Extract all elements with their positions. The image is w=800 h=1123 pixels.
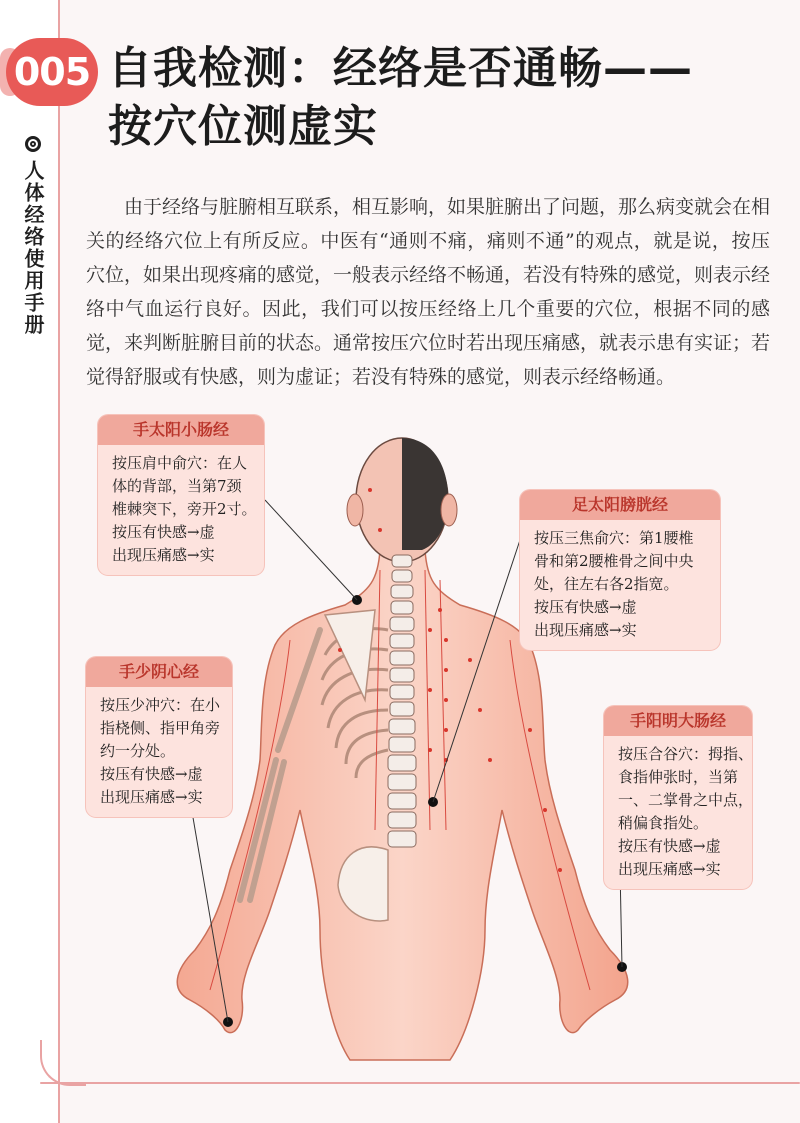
callout-title: 手阳明大肠经 — [604, 706, 752, 736]
callout-line: 骨和第2腰椎骨之间中央 — [534, 552, 694, 570]
callout-line: 按压有快感→虚 — [112, 523, 215, 541]
callout-line: 食指伸张时，当第 — [618, 768, 739, 786]
callout-line: 出现压痛感→实 — [618, 860, 721, 878]
section-number-badge: 005 — [6, 38, 98, 106]
callout-line: 按压有快感→虚 — [618, 837, 721, 855]
callout-heart — [86, 657, 232, 817]
callout-line: 指桡侧、指甲角旁 — [100, 719, 221, 737]
callout-line: 稍偏食指处。 — [618, 814, 709, 832]
callout-bladder — [520, 490, 720, 650]
callout-title: 足太阳膀胱经 — [520, 490, 720, 520]
callout-line: 按压三焦俞穴：第1腰椎 — [534, 529, 694, 547]
callout-line: 出现压痛感→实 — [112, 546, 215, 564]
callout-line: 出现压痛感→实 — [534, 621, 637, 639]
callout-small-intestine — [98, 415, 264, 575]
title-line-1: 自我检测：经络是否通畅—— — [108, 43, 693, 94]
side-running-head — [18, 136, 48, 336]
callout-title: 手太阳小肠经 — [98, 415, 264, 445]
ear-left — [347, 494, 363, 526]
callout-line: 一、二掌骨之中点， — [618, 791, 754, 809]
callout-line: 按压肩中俞穴：在人 — [112, 454, 248, 472]
callout-line: 出现压痛感→实 — [100, 788, 203, 806]
callout-line: 按压有快感→虚 — [534, 598, 637, 616]
frame-bottom-line — [40, 1082, 800, 1084]
page-title — [108, 40, 693, 156]
callout-line: 椎棘突下，旁开2寸。 — [112, 500, 257, 518]
frame-corner — [40, 1040, 86, 1086]
callout-line: 体的背部，当第7颈 — [112, 477, 242, 495]
intro-paragraph — [86, 190, 770, 394]
callout-line: 约一分处。 — [100, 742, 176, 760]
callout-line: 处，往左右各2指宽。 — [534, 575, 679, 593]
callout-line: 按压合谷穴：拇指、 — [618, 745, 754, 763]
intro-text: 由于经络与脏腑相互联系，相互影响，如果脏腑出了问题，那么病变就会在相关的经络穴位上有所反应。中医有“通则不痛，痛则不通”的观点，就是说，按压穴位，如果出现疼痛的感觉，一般表示经络不畅通，若没有特殊的感觉，则表示经络中气血运行良好。因此，我们可以按压经络上几个重要的穴位，根据不同的感觉，来判断脏腑目前的状态。通常按压穴位时若出现压痛感，就表示患有实证；若觉得舒服或有快感，则为虚证；若没有特殊的感觉，则表示经络畅通。 — [86, 196, 771, 388]
callout-large-intestine — [604, 706, 752, 889]
book-title-vertical: 人体经络使用手册 — [21, 160, 45, 336]
bullseye-icon — [25, 136, 41, 152]
callout-line: 按压少冲穴：在小 — [100, 696, 221, 714]
ear-right — [441, 494, 457, 526]
title-line-2: 按穴位测虚实 — [108, 101, 378, 152]
callout-title: 手少阴心经 — [86, 657, 232, 687]
callout-line: 按压有快感→虚 — [100, 765, 203, 783]
